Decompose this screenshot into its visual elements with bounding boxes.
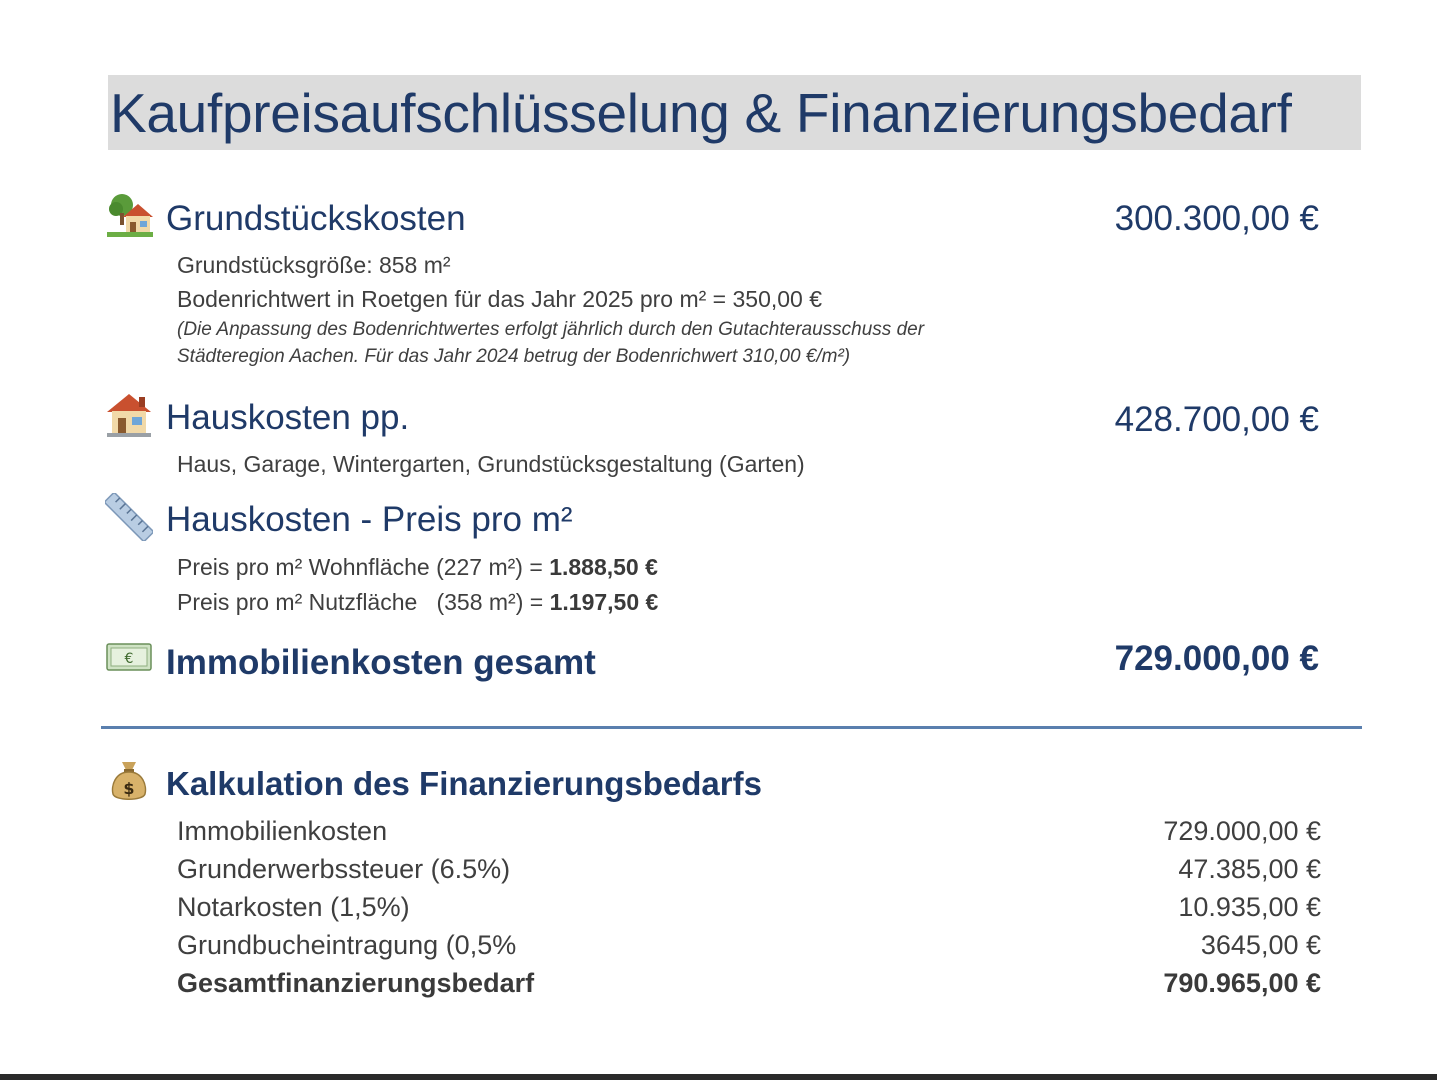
row-value-grunderwerbssteuer: 47.385,00 €	[1178, 854, 1321, 884]
section-divider	[101, 726, 1362, 729]
note-line-2: Städteregion Aachen. Für das Jahr 2024 betrug der Bodenrichwert 310,00 €/m²)	[177, 346, 851, 367]
section-heading-hauskosten: Hauskosten pp.	[166, 398, 410, 437]
row-value-immobilienkosten: 729.000,00 €	[1163, 816, 1321, 846]
value-preis-nutzflaeche: 1.197,50 €	[549, 589, 659, 615]
house-icon	[105, 390, 153, 438]
money-bag-icon	[105, 756, 153, 804]
section-heading-finanzierung: Kalkulation des Finanzierungsbedarfs	[166, 765, 762, 802]
row-label-grundbucheintragung: Grundbucheintragung (0,5%	[177, 930, 517, 960]
row-label-immobilienkosten: Immobilienkosten	[177, 816, 388, 846]
note-line-1: (Die Anpassung des Bodenrichtwertes erfolgt jährlich durch den Gutachterausschuss der	[177, 319, 925, 340]
amount-hauskosten: 428.700,00 €	[1114, 400, 1319, 439]
amount-grundstueckskosten: 300.300,00 €	[1114, 199, 1319, 238]
row-value-gesamtfinanzierungsbedarf: 790.965,00 €	[1163, 968, 1321, 998]
ruler-icon	[105, 493, 153, 541]
line-preis-wohnflaeche: Preis pro m² Wohnfläche (227 m²) = 1.888,50 €	[177, 554, 658, 580]
section-heading-immobilienkosten-gesamt: Immobilienkosten gesamt	[166, 643, 596, 682]
section-heading-grundstueckskosten: Grundstückskosten	[166, 199, 466, 238]
row-value-notarkosten: 10.935,00 €	[1178, 892, 1321, 922]
row-value-grundbucheintragung: 3645,00 €	[1200, 930, 1321, 960]
value-preis-wohnflaeche: 1.888,50 €	[549, 554, 658, 580]
line-bodenrichtwert: Bodenrichtwert in Roetgen für das Jahr 2025 pro m² = 350,00 €	[177, 286, 823, 312]
page-title: Kaufpreisaufschlüsselung & Finanzierungsbedarf	[110, 82, 1292, 144]
row-label-notarkosten: Notarkosten (1,5%)	[177, 892, 410, 922]
banknote-euro-icon	[105, 638, 153, 686]
house-with-garden-icon	[105, 191, 153, 239]
section-heading-preis-pro-m2: Hauskosten - Preis pro m²	[166, 500, 573, 539]
line-grundstuecksgroesse: Grundstücksgröße: 858 m²	[177, 252, 451, 278]
line-preis-nutzflaeche: Preis pro m² Nutzfläche (358 m²) = 1.197,50 €	[177, 589, 659, 615]
line-hauskosten-details: Haus, Garage, Wintergarten, Grundstücksgestaltung (Garten)	[177, 451, 805, 477]
amount-immobilienkosten-gesamt: 729.000,00 €	[1114, 639, 1319, 678]
svg-text:$: $	[123, 779, 135, 798]
bottom-border	[0, 1074, 1437, 1080]
svg-text:€: €	[124, 651, 134, 667]
row-label-grunderwerbssteuer: Grunderwerbssteuer (6.5%)	[177, 854, 511, 884]
row-label-gesamtfinanzierungsbedarf: Gesamtfinanzierungsbedarf	[177, 968, 535, 998]
